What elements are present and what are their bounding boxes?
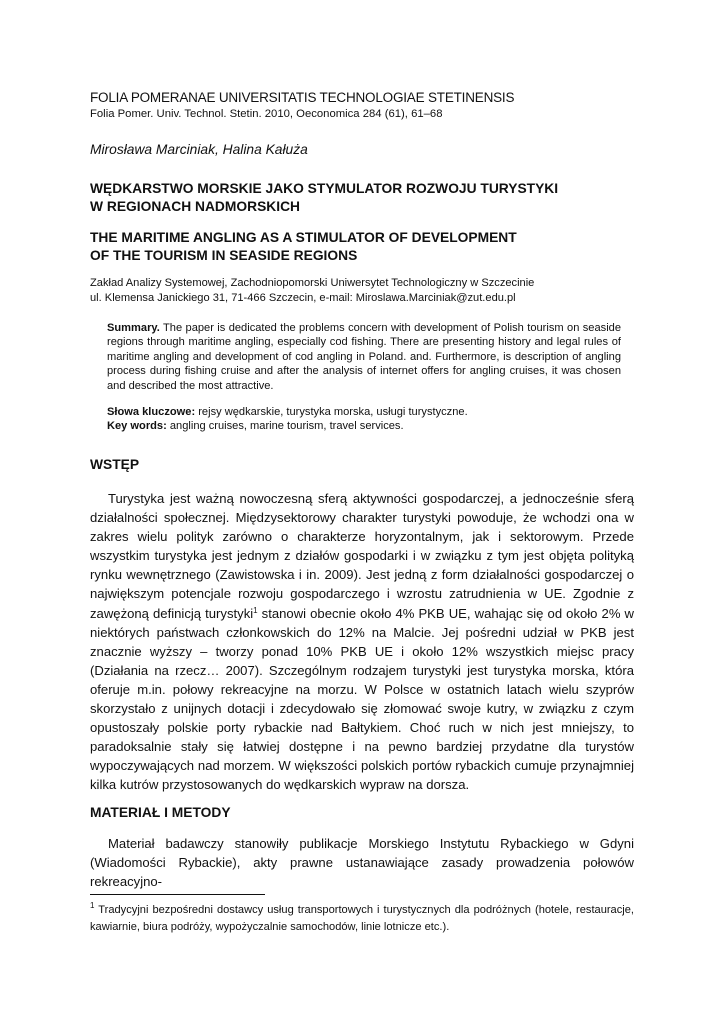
keywords-polish-label: Słowa kluczowe: (107, 406, 196, 418)
title-english-line: OF THE TOURISM IN SEASIDE REGIONS (90, 248, 358, 263)
title-polish-line: WĘDKARSTWO MORSKIE JAKO STYMULATOR ROZWOJU TURYSTYKI (90, 181, 559, 196)
section-heading-introduction: WSTĘP (90, 457, 140, 472)
keywords-english-label: Key words: (107, 420, 167, 433)
introduction-text-part1: Turystyka jest ważną nowoczesną sferą aktywności gospodarczej, a jednocześnie sferą działalności społecznej. Międzysektorowy charakter turystyki powoduje, że wchodzi ona w zakres wielu polityk zarówno o charakterze horyzontalnym, jak i sektorowym. Przede wszystkim turystyka jest jednym z działów gospodarki i w związku z tym jest objęta polityką rynku wewnętrznego (Zawistowska i in. 2009). Jest jedną z form działalności gospodarczej o największym potencjale rozwoju gospodarczego i wzrostu zatrudnienia w UE. Zgodnie z zawężoną definicją turystyki (90, 491, 634, 621)
section-heading-methods: MATERIAŁ I METODY (90, 805, 231, 820)
keywords (107, 405, 468, 434)
keywords-english (107, 419, 468, 433)
footnote-text: Tradycyjni bezpośredni dostawcy usług transportowych i turystycznych dla podróżnych (hotele, restauracje, kawiarnie, biura podróży, wypożyczalnie samochodów, linie lotnicze etc.). (90, 904, 634, 933)
summary-label: Summary. (107, 322, 160, 334)
title-english-line: THE MARITIME ANGLING AS A STIMULATOR OF DEVELOPMENT (90, 230, 517, 245)
footnote (90, 902, 634, 935)
summary-text: The paper is dedicated the problems concern with development of Polish tourism on seaside regions through maritime angling, especially cod fishing. There are presenting history and legal rules of maritime angling and development of cod angling in Poland. and. Furthermore, is description of angling process during fishing cruise and after the analysis of internet offers for angling cruises, it was chosen and described the most attractive. (107, 322, 621, 392)
footnote-divider (90, 894, 265, 895)
footnote-reference: 1 (253, 605, 258, 615)
authors: Mirosława Marciniak, Halina Kałuża (90, 142, 308, 157)
introduction-paragraph (90, 489, 634, 795)
summary (107, 321, 621, 393)
keywords-polish (107, 405, 468, 419)
title-polish (90, 180, 630, 216)
title-polish-line: W REGIONACH NADMORSKICH (90, 199, 301, 214)
methods-paragraph: Materiał badawczy stanowiły publikacje Morskiego Instytutu Rybackiego w Gdyni (Wiadomości Rybackie), akty prawne ustanawiające zasady prowadzenia połowów rekreacyjno- (90, 836, 634, 890)
footnote-mark: 1 (90, 901, 95, 910)
affiliation-line: ul. Klemensa Janickiego 31, 71-466 Szczecin, e-mail: Miroslawa.Marciniak@zut.edu.pl (90, 292, 516, 304)
affiliation (90, 276, 534, 306)
affiliation-line: Zakład Analizy Systemowej, Zachodniopomorski Uniwersytet Technologiczny w Szczecinie (90, 277, 535, 289)
title-english (90, 229, 630, 265)
keywords-english-text: angling cruises, marine tourism, travel services. (166, 420, 404, 433)
journal-title: FOLIA POMERANAE UNIVERSITATIS TECHNOLOGIAE STETINENSIS (90, 90, 515, 105)
introduction-text-part2: stanowi obecnie około 4% PKB UE, wahając się od około 2% w niektórych państwach członkowskich do 12% na Malcie. Jej pośredni udział w PKB jest znacznie wyższy – tworzy ponad 10% PKB UE i około 12% wszystkich miejsc pracy (Działania na rzecz… 2007). Szczególnym rodzajem turystyki jest turystyka morska, która oferuje m.in. połowy rekreacyjne na morzu. W Polsce w ostatnich latach wielu szyprów skorzystało z unijnych dotacji i zdecydowało się złomować swoje kutry, w związku z czym opustoszały polskie porty rybackie nad Bałtykiem. Choć ruch w nich jest mniejszy, to paradoksalnie stały się łatwiej dostępne i na pewno bardziej przydatne dla turystów wypoczywających nad morzem. W większości polskich portów rybackich cumuje przynajmniej kilka kutrów przystosowanych do wędkarskich wypraw na dorsza. (90, 605, 634, 793)
journal-reference: Folia Pomer. Univ. Technol. Stetin. 2010, Oeconomica 284 (61), 61–68 (90, 108, 443, 120)
keywords-polish-text: rejsy wędkarskie, turystyka morska, usługi turystyczne. (195, 406, 468, 418)
